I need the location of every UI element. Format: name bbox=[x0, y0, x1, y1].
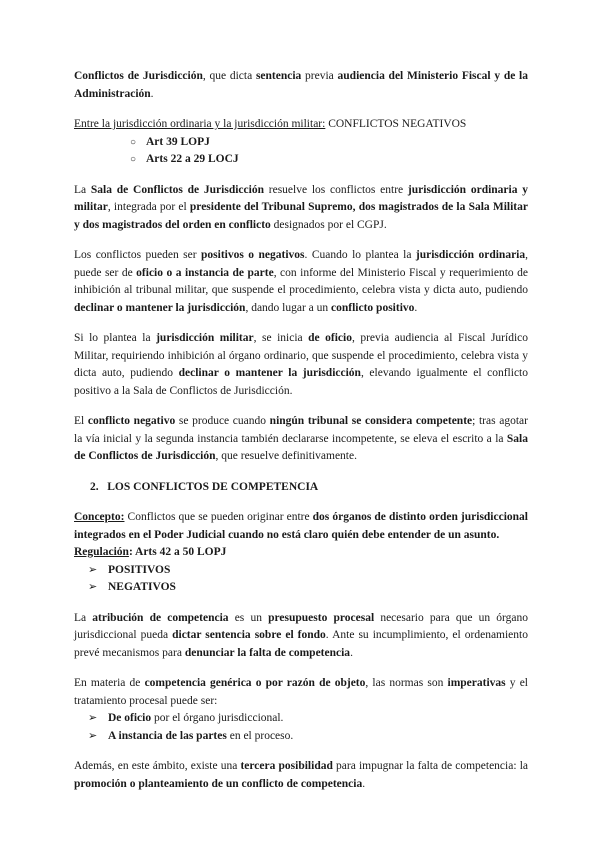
list-item: ➢ A instancia de las partes en el proceso. bbox=[88, 728, 528, 746]
paragraph-atribucion: La atribución de competencia es un presupuesto procesal necesario para que un órgano jurisdiccional pueda dictar sentencia sobre el fondo. Ante su incumplimiento, el ordenamiento prevé mecanismos para denunciar la falta de competencia. bbox=[74, 611, 528, 659]
paragraph-sala: La Sala de Conflictos de Jurisdicción resuelve los conflictos entre jurisdicción ordinaria y militar, integrada por el presidente del Tribunal Supremo, dos magistrados de la Sala Militar y dos magistrados del orden en conflicto designados por el CGPJ. bbox=[74, 183, 528, 231]
paragraph-third: Además, en este ámbito, existe una tercera posibilidad para impugnar la falta de competencia: la promoción o planteamiento de un conflicto de competencia. bbox=[74, 760, 528, 790]
paragraph-generic: En materia de competencia genérica o por razón de objeto, las normas son imperativas y el tratamiento procesal puede ser: bbox=[74, 677, 528, 707]
list-item: ○ Arts 22 a 29 LOCJ bbox=[130, 151, 528, 169]
paragraph-military: Si lo plantea la jurisdicción militar, se inicia de oficio, previa audiencia al Fiscal Jurídico Militar, requiriendo inhibición al órgano ordinario, que suspende el procedimiento, celebra vista y dicta auto, pudiendo declinar o mantener la jurisdicción, elevando igualmente el conflicto positivo a la Sala de Conflictos de Jurisdicción. bbox=[74, 332, 529, 397]
paragraph-ordinary: Los conflictos pueden ser positivos o negativos. Cuando lo plantea la jurisdicción ordinaria, puede ser de oficio o a instancia de parte, con informe del Ministerio Fiscal y requerimiento de inhibición al tribunal militar, que suspende el procedimiento, celebra vista y dicta auto, pudiendo declinar o mantener la jurisdicción, dando lugar a un conflicto positivo. bbox=[74, 249, 528, 314]
section-heading: 2. LOS CONFLICTOS DE COMPETENCIA bbox=[90, 480, 319, 493]
list-item: ➢ NEGATIVOS bbox=[88, 579, 528, 597]
paragraph-intro: Conflictos de Jurisdicción, que dicta sentencia previa audiencia del Ministerio Fiscal y de la Administración. bbox=[74, 70, 529, 100]
list-item: ➢ De oficio por el órgano jurisdiccional. bbox=[88, 710, 528, 728]
treatment-list bbox=[74, 710, 528, 745]
document-page bbox=[74, 68, 528, 793]
regulation-line: Regulación: Arts 42 a 50 LOPJ bbox=[74, 546, 227, 558]
list-item: ○ Art 39 LOPJ bbox=[130, 134, 528, 152]
military-law-list bbox=[74, 134, 528, 169]
concept-paragraph: Concepto: Conflictos que se pueden originar entre dos órganos de distinto orden jurisdiccional integrados en el Poder Judicial cuando no está claro quién debe entender de un asunto. bbox=[74, 511, 528, 541]
military-conflicts-heading: Entre la jurisdicción ordinaria y la jurisdicción militar: CONFLICTOS NEGATIVOS bbox=[74, 118, 467, 130]
paragraph-negative: El conflicto negativo se produce cuando ningún tribunal se considera competente; tras agotar la vía inicial y la segunda instancia también declararse incompetente, se eleva el escrito a la Sala de Conflictos de Jurisdicción, que resuelve definitivamente. bbox=[74, 415, 528, 462]
conflict-types-list bbox=[74, 562, 528, 597]
list-item: ➢ POSITIVOS bbox=[88, 562, 528, 580]
